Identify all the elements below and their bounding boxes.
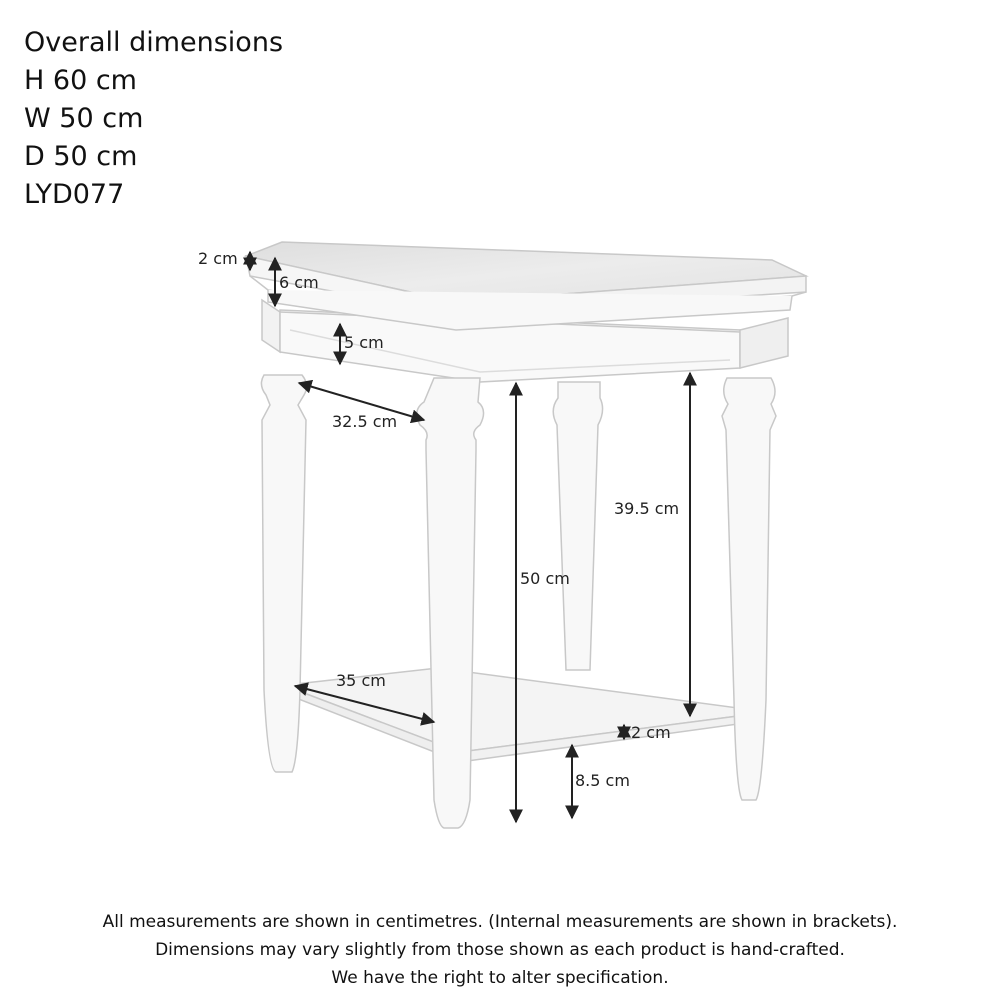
label-under-top-clearance: 39.5 cm — [614, 499, 680, 518]
label-shelf-height: 8.5 cm — [575, 771, 630, 790]
label-apron: 5 cm — [344, 333, 384, 352]
overall-depth: D 50 cm — [24, 141, 138, 172]
disclaimer — [0, 908, 1000, 992]
overall-title: Overall dimensions — [24, 27, 284, 58]
disclaimer-line-2: Dimensions may vary slightly from those shown as each product is hand-crafted. — [155, 940, 845, 960]
back-left-leg — [261, 375, 306, 772]
label-apron-depth: 32.5 cm — [332, 412, 398, 431]
label-floor-to-top: 50 cm — [520, 569, 570, 588]
table-drawing — [246, 242, 806, 828]
label-shelf-thickness: 2 cm — [631, 723, 671, 742]
label-top-thickness: 2 cm — [198, 249, 238, 268]
disclaimer-line-1: All measurements are shown in centimetres. (Internal measurements are shown in brackets). — [102, 912, 898, 932]
overall-width: W 50 cm — [24, 103, 144, 134]
label-shelf-depth: 35 cm — [336, 671, 386, 690]
back-right-leg — [553, 382, 602, 670]
product-code: LYD077 — [24, 179, 125, 210]
overall-height: H 60 cm — [24, 65, 137, 96]
label-top-total: 6 cm — [279, 273, 319, 292]
front-right-leg — [722, 378, 776, 800]
disclaimer-line-3: We have the right to alter specification. — [331, 968, 669, 988]
